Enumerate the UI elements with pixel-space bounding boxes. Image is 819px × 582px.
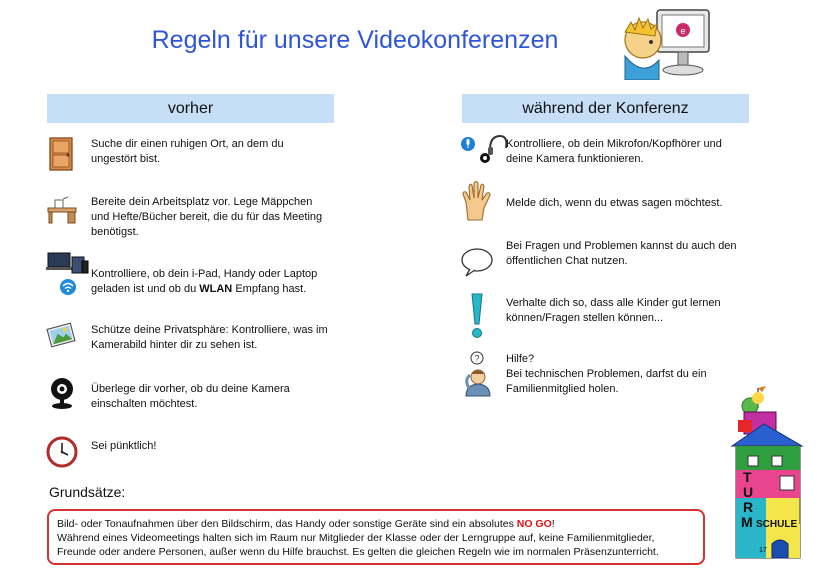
list-item — [91, 439, 156, 454]
column-header-waehrend: während der Konferenz — [462, 94, 749, 123]
logo-text-schule: SCHULE — [756, 519, 798, 530]
item-text-line: Kontrolliere, ob dein Mikrofon/Kopfhörer und — [506, 138, 722, 150]
list-item — [506, 196, 722, 211]
microphone-headset-icon — [460, 134, 508, 166]
logo-number: 17 — [759, 547, 767, 554]
item-text-line: können/Fragen stellen können... — [506, 312, 664, 324]
list-item — [91, 382, 290, 412]
logo-letter-u: U — [743, 484, 754, 500]
rule-line: Während eines Videomeetings halten sich im Raum nur Mitglieder der Klasse oder der Lerngruppe auf, keine Familienmitglieder, — [57, 532, 655, 544]
list-item — [91, 195, 322, 240]
rule-text-segment: Bild- oder Tonaufnahmen über den Bildschirm, das Handy oder sonstige Geräte sind ein absolutes — [57, 518, 517, 530]
list-item — [91, 137, 284, 167]
rule-line — [57, 517, 695, 531]
item-text-line: Verhalte dich so, dass alle Kinder gut lernen — [506, 297, 721, 309]
item-text-line: Bei technischen Problemen, darfst du ein — [506, 368, 707, 380]
raised-hand-icon — [460, 180, 494, 222]
picture-icon — [46, 320, 76, 350]
logo-letter-t: T — [743, 469, 752, 485]
rules-box — [47, 509, 705, 565]
item-text-line: und Hefte/Bücher bereit, die du für das Meeting — [91, 211, 323, 223]
item-text-line: Kontrolliere, ob dein i-Pad, Handy oder Laptop — [91, 268, 318, 280]
item-text-line: Überlege dir vorher, ob du deine Kamera — [91, 383, 290, 395]
item-text-line: Suche dir einen ruhigen Ort, an dem du — [91, 138, 284, 150]
no-go-text: NO GO — [516, 518, 552, 530]
item-text-line: ungestört bist. — [91, 153, 161, 165]
desk-icon — [46, 196, 78, 224]
speech-bubble-icon — [460, 246, 494, 278]
column-header-vorher: vorher — [47, 94, 334, 123]
item-text-line — [91, 282, 317, 297]
item-text-segment: geladen ist und ob du — [91, 283, 200, 295]
item-text-line: Bereite dein Arbeitsplatz vor. Lege Mäppchen — [91, 196, 313, 208]
exclamation-icon — [468, 292, 486, 340]
svg-text:?: ? — [474, 353, 480, 364]
devices-icon — [46, 251, 90, 297]
rule-text-segment: ! — [551, 518, 555, 530]
item-text-line: Familienmitglied holen. — [506, 383, 619, 395]
item-text-line: Bei Fragen und Problemen kannst du auch den — [506, 240, 737, 252]
list-item — [506, 239, 737, 269]
door-icon — [47, 137, 77, 171]
school-logo-icon — [728, 384, 808, 564]
item-text-line: Melde dich, wenn du etwas sagen möchtest. — [506, 197, 723, 209]
item-text-line: Schütze deine Privatsphäre: Kontrolliere, was im — [91, 324, 328, 336]
section-label-grundsaetze: Grundsätze: — [49, 484, 126, 500]
item-text-line: Sei pünktlich! — [91, 440, 157, 452]
list-item — [91, 323, 328, 353]
list-item — [506, 296, 721, 326]
item-text-line: Hilfe? — [506, 353, 535, 365]
svg-text:e: e — [680, 26, 686, 36]
clock-icon — [46, 436, 78, 468]
child-at-computer-icon — [615, 8, 715, 80]
item-text-line: deine Kamera funktionieren. — [506, 153, 644, 165]
list-item — [506, 137, 722, 167]
webcam-icon — [47, 376, 77, 410]
wlan-bold-text: WLAN — [199, 283, 233, 295]
item-text-segment: Empfang hast. — [232, 283, 307, 295]
item-text-line: benötigst. — [91, 226, 139, 238]
list-item — [506, 352, 707, 397]
item-text-line: Kamerabild hinter dir zu sehen ist. — [91, 339, 258, 351]
logo-letter-m: M — [741, 514, 753, 530]
item-text-line: öffentlichen Chat nutzen. — [506, 255, 628, 267]
logo-letter-r: R — [743, 499, 754, 515]
rule-line: Freunde oder andere Personen, außer wenn du Hilfe brauchst. Es gelten die gleichen Regeln wie im normalen Präsenzunterricht. — [57, 546, 659, 558]
help-person-icon — [460, 350, 496, 398]
item-text-line: einschalten möchtest. — [91, 398, 198, 410]
list-item — [91, 267, 317, 297]
page-title: Regeln für unsere Videokonferenzen — [151, 26, 559, 54]
